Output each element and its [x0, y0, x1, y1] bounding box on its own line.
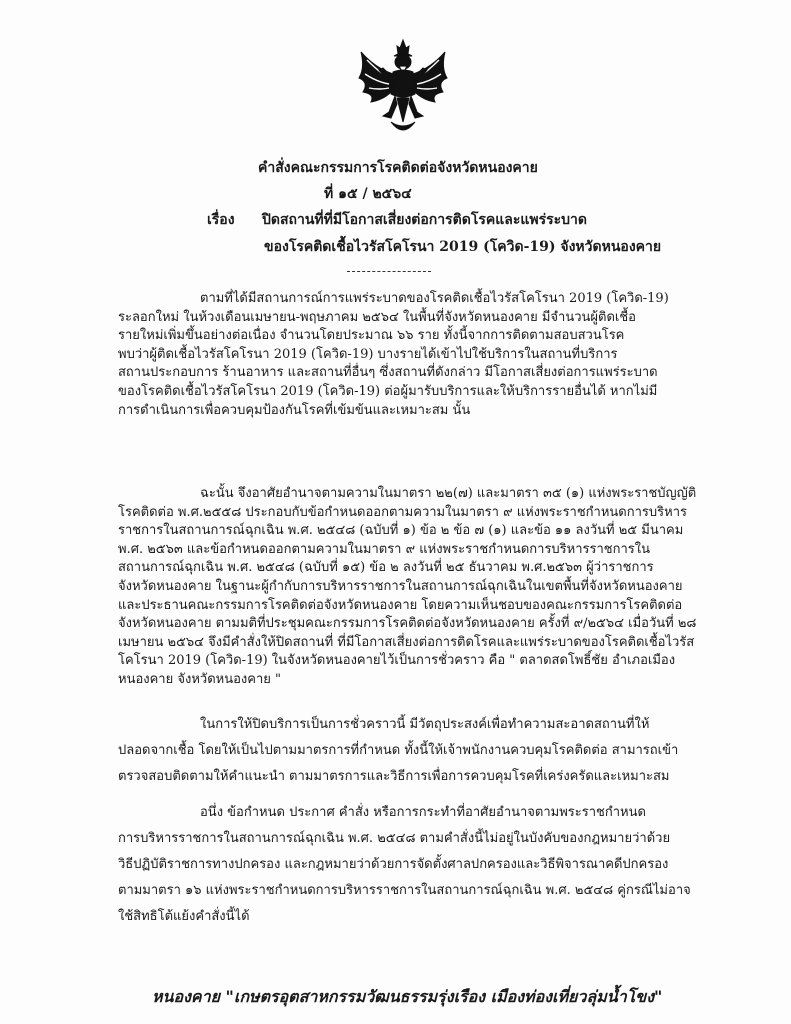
- province-slogan: หนองคาย "เกษตรอุตสาหกรรมวัฒนธรรมรุ่งเรือง เมืองท่องเที่ยวลุ่มน้ำโขง": [152, 987, 663, 1006]
- paragraph-line: พ.ศ. ๒๕๖๓ และข้อกำหนดออกตามความในมาตรา ๙ แห่งพระราชกำหนดการบริหารราชการใน: [118, 541, 651, 557]
- paragraph-background: [118, 290, 669, 420]
- paragraph-line: ระลอกใหม่ ในห้วงเดือนเมษายน-พฤษภาคม ๒๕๖๔ ในพื้นที่จังหวัดหนองคาย มีจำนวนผู้ติดเชื้อ: [118, 309, 636, 325]
- paragraph-purpose: [118, 712, 678, 790]
- paragraph-line: ตามมาตรา ๑๖ แห่งพระราชกำหนดการบริหารราชการในสถานการณ์ฉุกเฉิน พ.ศ. ๒๕๔๘ คู่กรณีไม่อาจ: [118, 883, 691, 898]
- paragraph-line: ของโรคติดเชื้อไวรัสโคโรนา 2019 (โควิด-19) ต่อผู้มารับบริการและให้บริการรายอื่นได้ หากไม่มี: [118, 383, 658, 399]
- paragraph-line: รายใหม่เพิ่มขึ้นอย่างต่อเนื่อง จำนวนโดยประมาณ ๖๖ ราย ทั้งนี้จากการติดตามสอบสวนโรค: [118, 328, 625, 344]
- paragraph-line: โคโรนา 2019 (โควิด-19) ในจังหวัดหนองคายไว้เป็นการชั่วคราว คือ " ตลาดสดโพธิ์ชัย อำเภอเมือง: [118, 653, 676, 669]
- paragraph-line: ราชการในสถานการณ์ฉุกเฉิน พ.ศ. ๒๕๔๘ (ฉบับที่ ๑) ข้อ ๒ ข้อ ๗ (๑) และข้อ ๑๑ ลงวันที่ ๒๕ มีนาคม: [118, 523, 684, 539]
- paragraph-line: ตามที่ได้มีสถานการณ์การแพร่ระบาดของโรคติดเชื้อไวรัสโคโรนา 2019 (โควิด-19): [200, 291, 669, 306]
- paragraph-line: ใช้สิทธิโต้แย้งคำสั่งนี้ได้: [118, 909, 250, 924]
- order-title: คำสั่งคณะกรรมการโรคติดต่อจังหวัดหนองคาย: [258, 160, 538, 176]
- paragraph-line: อนึ่ง ข้อกำหนด ประกาศ คำสั่ง หรือการกระทำที่อาศัยอำนาจตามพระราชกำหนด: [200, 805, 646, 820]
- paragraph-line: สถานประกอบการ ร้านอาหาร และสถานที่อื่นๆ ซึ่งสถานที่ดังกล่าว มีโอกาสเสี่ยงต่อการแพร่ระบาด: [118, 365, 658, 381]
- paragraph-line: ฉะนั้น จึงอาศัยอำนาจตามความในมาตรา ๒๒(๗) และมาตรา ๓๕ (๑) แห่งพระราชบัญญัติ: [200, 486, 697, 501]
- paragraph-line: จังหวัดหนองคาย ตามมติที่ประชุมคณะกรรมการโรคติดต่อจังหวัดหนองคาย ครั้งที่ ๙/๒๕๖๔ เมื่อวันที่ ๒๘: [118, 616, 697, 632]
- paragraph-line: วิธีปฏิบัติราชการทางปกครอง และกฎหมายว่าด้วยการจัดตั้งศาลปกครองและวิธีพิจารณาคดีปกครอง: [118, 857, 669, 872]
- paragraph-line: เมษายน ๒๕๖๔ จึงมีคำสั่งให้ปิดสถานที่ ที่มีโอกาสเสี่ยงต่อการติดโรคและแพร่ระบาดของโรคติดเชื้อไวรัส: [118, 634, 695, 650]
- paragraph-line: ตรวจสอบติดตามให้คำแนะนำ ตามมาตรการและวิธีการเพื่อการควบคุมโรคที่เคร่งครัดและเหมาะสม: [118, 769, 670, 784]
- header-divider: [347, 271, 431, 272]
- paragraph-line: การดำเนินการเพื่อควบคุมป้องกันโรคที่เข้มข้นและเหมาะสม นั้น: [118, 402, 471, 418]
- paragraph-line: ปลอดจากเชื้อ โดยให้เป็นไปตามมาตรการที่กำหนด ทั้งนี้ให้เจ้าพนักงานควบคุมโรคติดต่อ สามารถเข้า: [118, 743, 679, 758]
- paragraph-order: [118, 485, 696, 690]
- subject-line-2: ของโรคติดเชื้อไวรัสโคโรนา 2019 (โควิด-19) จังหวัดหนองคาย: [264, 239, 662, 255]
- paragraph-line: สถานการณ์ฉุกเฉิน พ.ศ. ๒๕๔๘ (ฉบับที่ ๑๕) ข้อ ๒ ลงวันที่ ๒๕ ธันวาคม พ.ศ.๒๕๖๓ ผู้ว่าราชการ: [118, 560, 654, 576]
- paragraph-line: พบว่าผู้ติดเชื้อไวรัสโคโรนา 2019 (โควิด-19) บางรายได้เข้าไปใช้บริการในสถานที่บริการ: [118, 346, 618, 362]
- paragraph-line: การบริหารราชการในสถานการณ์ฉุกเฉิน พ.ศ. ๒๕๔๘ ตามคำสั่งนี้ไม่อยู่ในบังคับของกฎหมายว่าด้วย: [118, 831, 671, 846]
- subject-label: เรื่อง: [207, 212, 235, 228]
- paragraph-line: ในการให้ปิดบริการเป็นการชั่วคราวนี้ มีวัตถุประสงค์เพื่อทำความสะอาดสถานที่ให้: [200, 717, 650, 732]
- paragraph-line: โรคติดต่อ พ.ศ.๒๕๕๘ ประกอบกับข้อกำหนดออกตามความในมาตรา ๙ แห่งพระราชกำหนดการบริหาร: [118, 504, 687, 520]
- subject-line-1: ปิดสถานที่ที่มีโอกาสเสี่ยงต่อการติดโรคและแพร่ระบาด: [262, 212, 588, 228]
- paragraph-line: หนองคาย จังหวัดหนองคาย ": [118, 671, 281, 687]
- paragraph-legal-note: [118, 800, 691, 930]
- order-number: ที่ ๑๕ / ๒๕๖๔: [324, 186, 412, 202]
- paragraph-line: จังหวัดหนองคาย ในฐานะผู้กำกับการบริหารราชการในสถานการณ์ฉุกเฉินในเขตพื้นที่จังหวัดหนองคาย: [118, 578, 683, 594]
- paragraph-line: และประธานคณะกรรมการโรคติดต่อจังหวัดหนองคาย โดยความเห็นชอบของคณะกรรมการโรคติดต่อ: [118, 597, 683, 613]
- garuda-emblem-icon: [355, 38, 451, 142]
